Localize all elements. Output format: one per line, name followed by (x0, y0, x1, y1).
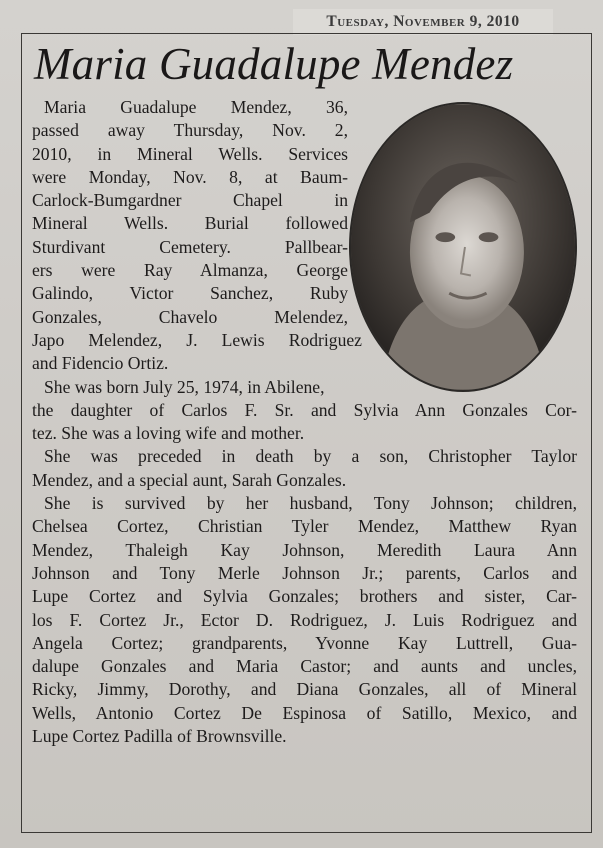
text-line: Mendez, Thaleigh Kay Johnson, Meredith Laura Ann (32, 539, 577, 560)
paragraph-1 (32, 96, 577, 376)
text-line: tez. She was a loving wife and mother. (32, 423, 305, 444)
text-line: ers were Ray Almanza, George (32, 260, 348, 281)
text-line: Johnson and Tony Merle Johnson Jr.; parents, Carlos and (32, 562, 577, 583)
text-line: Chelsea Cortez, Christian Tyler Mendez, Matthew Ryan (32, 516, 577, 537)
text-line: Sturdivant Cemetery. Pallbear- (32, 236, 348, 257)
text-line: She was born July 25, 1974, in Abilene, (44, 376, 325, 397)
text-line: los F. Cortez Jr., Ector D. Rodriguez, J. Luis Rodriguez and (32, 609, 577, 630)
text-line: the daughter of Carlos F. Sr. and Sylvia Ann Gonzales Cor- (32, 399, 577, 420)
text-line: Lupe Cortez and Sylvia Gonzales; brothers and sister, Car- (32, 586, 577, 607)
text-line: Japo Melendez, J. Lewis Rodriguez (32, 329, 362, 350)
paragraph-4 (32, 492, 577, 748)
paragraph-3 (32, 445, 577, 492)
text-line: and Fidencio Ortiz. (32, 353, 169, 374)
text-line: Angela Cortez; grandparents, Yvonne Kay Luttrell, Gua- (32, 632, 577, 653)
text-line: passed away Thursday, Nov. 2, (32, 120, 348, 141)
text-line: were Monday, Nov. 8, at Baum- (32, 166, 348, 187)
text-line: Lupe Cortez Padilla of Brownsville. (32, 726, 287, 747)
text-line: Wells, Antonio Cortez De Espinosa of Satillo, Mexico, and (32, 702, 577, 723)
text-line: She is survived by her husband, Tony Johnson; children, (44, 493, 577, 514)
text-line: Ricky, Jimmy, Dorothy, and Diana Gonzales, all of Mineral (32, 679, 577, 700)
text-line: Mineral Wells. Burial followed (32, 213, 348, 234)
text-line: Galindo, Victor Sanchez, Ruby (32, 283, 348, 304)
obituary-headline: Maria Guadalupe Mendez (34, 39, 514, 89)
text-line: She was preceded in death by a son, Christopher Taylor (44, 446, 577, 467)
text-line: Mendez, and a special aunt, Sarah Gonzales. (32, 469, 347, 490)
obituary-body (32, 96, 577, 748)
text-line: Carlock-Bumgardner Chapel in (32, 190, 348, 211)
date-line: Tuesday, November 9, 2010 (293, 9, 553, 35)
text-line: Maria Guadalupe Mendez, 36, (44, 97, 348, 117)
text-line: dalupe Gonzales and Maria Castor; and aunts and uncles, (32, 656, 577, 677)
text-line: Gonzales, Chavelo Melendez, (32, 306, 348, 327)
text-line: 2010, in Mineral Wells. Services (32, 143, 348, 164)
paragraph-2 (32, 376, 577, 446)
